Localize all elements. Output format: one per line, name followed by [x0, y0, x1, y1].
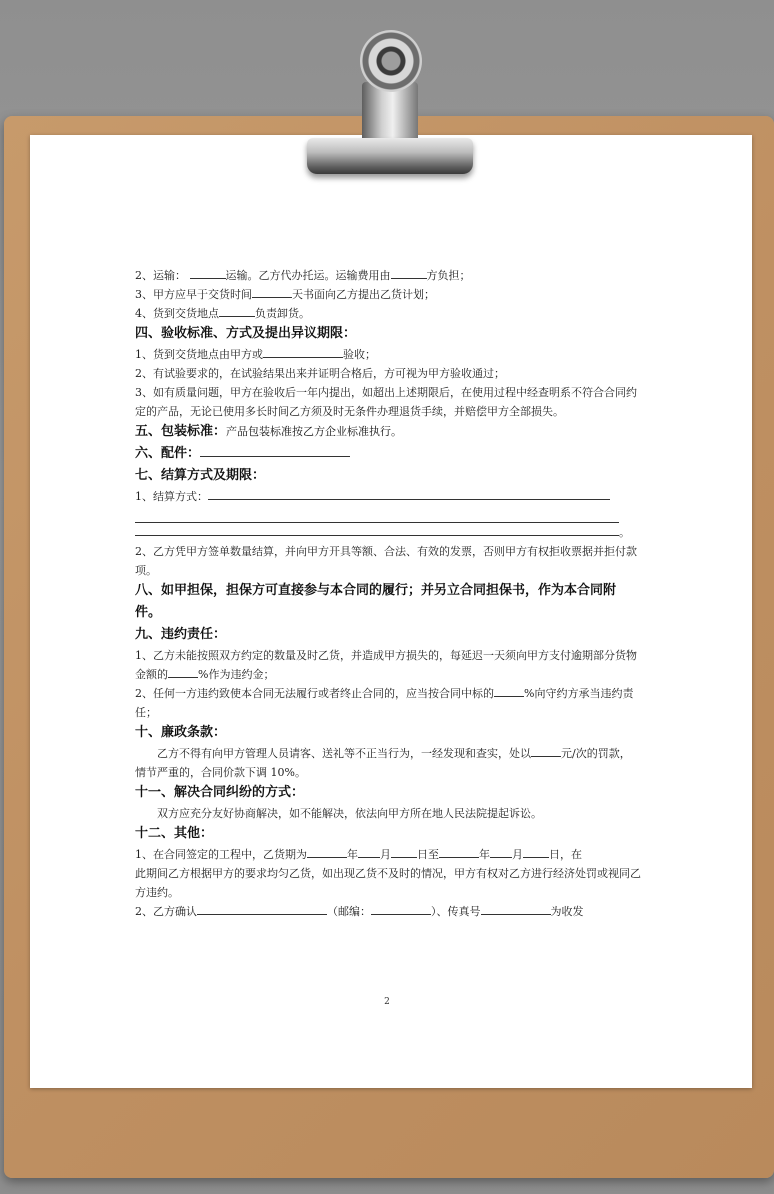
section-heading-8: 八、如甲担保，担保方可直接参与本合同的履行；并另立合同担保书，作为本合同附件。 [135, 583, 617, 620]
clause-2-transport [135, 266, 641, 285]
text: 2、乙方确认 [135, 905, 197, 918]
contract-text [135, 266, 641, 921]
text: 产品包装标准按乙方企业标准执行。 [226, 425, 403, 438]
clause: 此期间乙方根据甲方的要求均匀乙货，如出现乙货不及时的情况，甲方有权对乙方进行经济处罚或视同乙方违约。 [135, 867, 641, 899]
blank-line [135, 524, 619, 536]
text: 月 [380, 848, 391, 861]
clause [135, 684, 641, 722]
text: 运输。乙方代办托运。运输费用由 [225, 269, 391, 282]
text: 为收发 [550, 905, 584, 918]
clause: 2、乙方凭甲方签单数量结算，并向甲方开具等额、合法、有效的发票，否则甲方有权拒收票据并拒付款项。 [135, 545, 637, 577]
blank-line [200, 445, 350, 457]
blank-line [358, 846, 380, 858]
text: 六、配件： [135, 446, 201, 461]
text: 方负担； [426, 269, 471, 282]
text: 1、货到交货地点由甲方或 [135, 348, 263, 361]
clip-bar [307, 138, 473, 174]
clause-4-delivery [135, 304, 641, 323]
blank-line [523, 846, 549, 858]
text: 天书面向乙方提出乙货计划； [292, 288, 435, 301]
blank-line [190, 267, 226, 279]
blank-line [494, 685, 524, 697]
section-heading-11: 十一、解决合同纠纷的方式： [135, 785, 305, 800]
blank-line [252, 286, 292, 298]
section-heading-12: 十二、其他： [135, 826, 214, 841]
section-heading-6 [135, 443, 641, 465]
blank-line [135, 506, 619, 523]
text: 2、运输： [135, 269, 186, 282]
section-heading-7: 七、结算方式及期限： [135, 468, 266, 483]
blank-line [219, 305, 255, 317]
section-heading-10: 十、廉政条款： [135, 725, 227, 740]
text: 。 [619, 526, 630, 539]
blank-line [168, 666, 198, 678]
blank-line [490, 846, 512, 858]
text: 2、任何一方违约致使本合同无法履行或者终止合同的，应当按合同中标的 [135, 687, 494, 700]
blank-line [263, 346, 343, 358]
blank-line [307, 846, 347, 858]
text: %向守约方承当违约责任； [135, 687, 634, 719]
text: 1、结算方式： [135, 490, 208, 503]
clause [135, 902, 641, 921]
clause: 双方应充分友好协商解决，如不能解决，依法向甲方所在地人民法院提起诉讼。 [157, 807, 542, 820]
text: 日至 [417, 848, 439, 861]
blank-line [197, 903, 327, 915]
blank-line [531, 745, 561, 757]
text: 年 [347, 848, 358, 861]
section-heading-4: 四、验收标准、方式及提出异议期限： [135, 326, 357, 341]
clause [135, 487, 641, 506]
section-heading-9: 九、违约责任： [135, 627, 227, 642]
text: 五、包装标准： [135, 424, 227, 439]
text: 元/次的罚款，情节严重的，合同价款下调 10%。 [135, 747, 631, 779]
text: 验收； [343, 348, 376, 361]
clause [135, 845, 641, 864]
text: 1、在合同签定的工程中，乙货期为 [135, 848, 307, 861]
text: 4、货到交货地点 [135, 307, 219, 320]
text: （邮编： [327, 905, 371, 918]
text: 乙方不得有向甲方管理人员请客、送礼等不正当行为，一经发现和查实，处以 [157, 747, 531, 760]
clip-ring-icon [360, 30, 422, 92]
text: 月 [512, 848, 523, 861]
blank-line [371, 903, 431, 915]
clause [135, 523, 641, 542]
clause-3-plan [135, 285, 641, 304]
text: 3、甲方应早于交货时间 [135, 288, 252, 301]
clause [135, 744, 641, 782]
blank-line [391, 846, 417, 858]
clause: 3、如有质量问题，甲方在验收后一年内提出，如超出上述期限后，在使用过程中经查明系不符合合同约定的产品，无论已使用多长时间乙方须及时无条件办理退货手续，并赔偿甲方全部损失。 [135, 386, 637, 418]
clause [135, 345, 641, 364]
blank-line [391, 267, 427, 279]
blank-line [481, 903, 551, 915]
text: %作为违约金； [198, 668, 275, 681]
text: ）、传真号 [431, 905, 481, 918]
section-heading-5 [135, 421, 641, 443]
blank-line [208, 488, 610, 500]
page-number: 2 [384, 997, 390, 1007]
text: 负责卸货。 [255, 307, 310, 320]
text: 年 [479, 848, 490, 861]
blank-line [439, 846, 479, 858]
clause [135, 646, 641, 684]
text: 1、乙方未能按照双方约定的数量及时乙货，并造成甲方损失的，每延迟一天须向甲方支付逾期部分货物金额的 [135, 649, 637, 681]
text: 日，在 [549, 848, 582, 861]
clause: 2、有试验要求的，在试验结果出来并证明合格后，方可视为甲方验收通过； [135, 367, 505, 380]
